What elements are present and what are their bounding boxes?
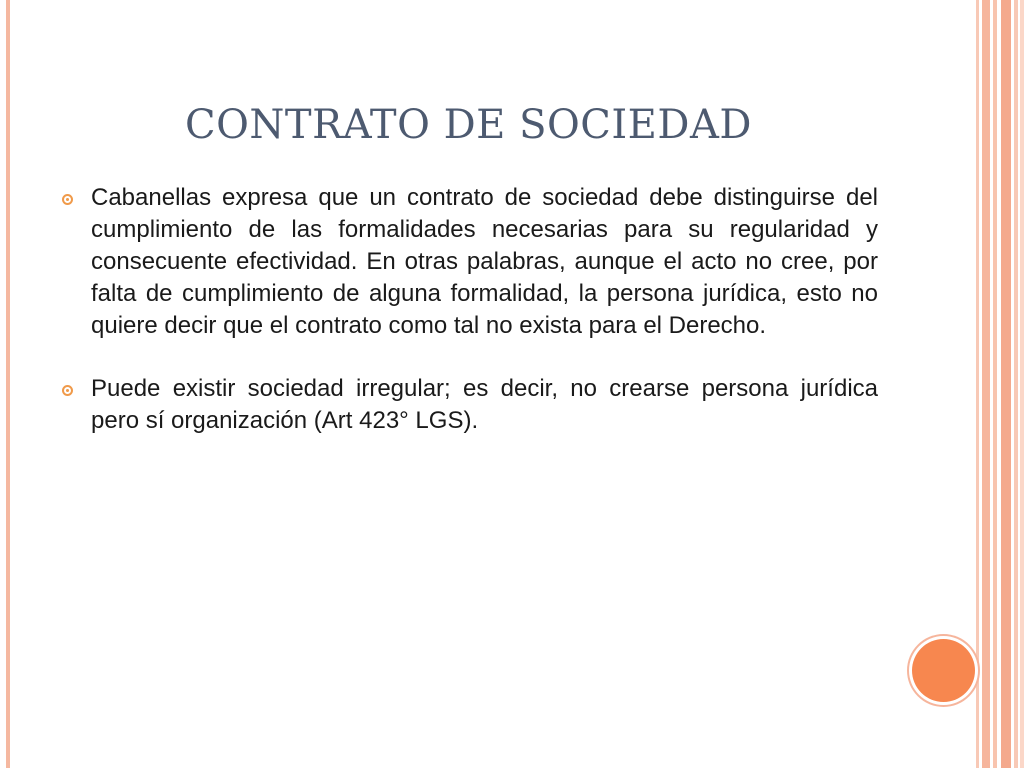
- left-border-decoration: [6, 0, 10, 768]
- stripe: [976, 0, 979, 768]
- circle-bullet-icon: [62, 194, 73, 205]
- stripe: [1014, 0, 1018, 768]
- slide-title: CONTRATO DE SOCIEDAD: [185, 102, 752, 148]
- bullet-item: [62, 182, 878, 342]
- orange-circle-decoration: [912, 639, 975, 702]
- bullet-text: Puede existir sociedad irregular; es decir, no crearse persona jurídica pero sí organización (Art 423° LGS).: [91, 375, 878, 434]
- stripe: [982, 0, 990, 768]
- bullet-item: [62, 373, 878, 437]
- circle-bullet-icon: [62, 385, 73, 396]
- stripe: [1020, 0, 1024, 768]
- stripe: [1001, 0, 1011, 768]
- right-stripe-decoration: [976, 0, 1024, 768]
- bullet-text: Cabanellas expresa que un contrato de sociedad debe distinguirse del cumplimiento de las formalidades necesarias para su regularidad y consecuente efectividad. En otras palabras, aunque el acto no cree, por falta de cumplimiento de alguna formalidad, la persona jurídica, esto no quiere decir que el contrato como tal no exista para el Derecho.: [91, 184, 878, 339]
- stripe: [993, 0, 997, 768]
- bullet-list: [62, 182, 878, 468]
